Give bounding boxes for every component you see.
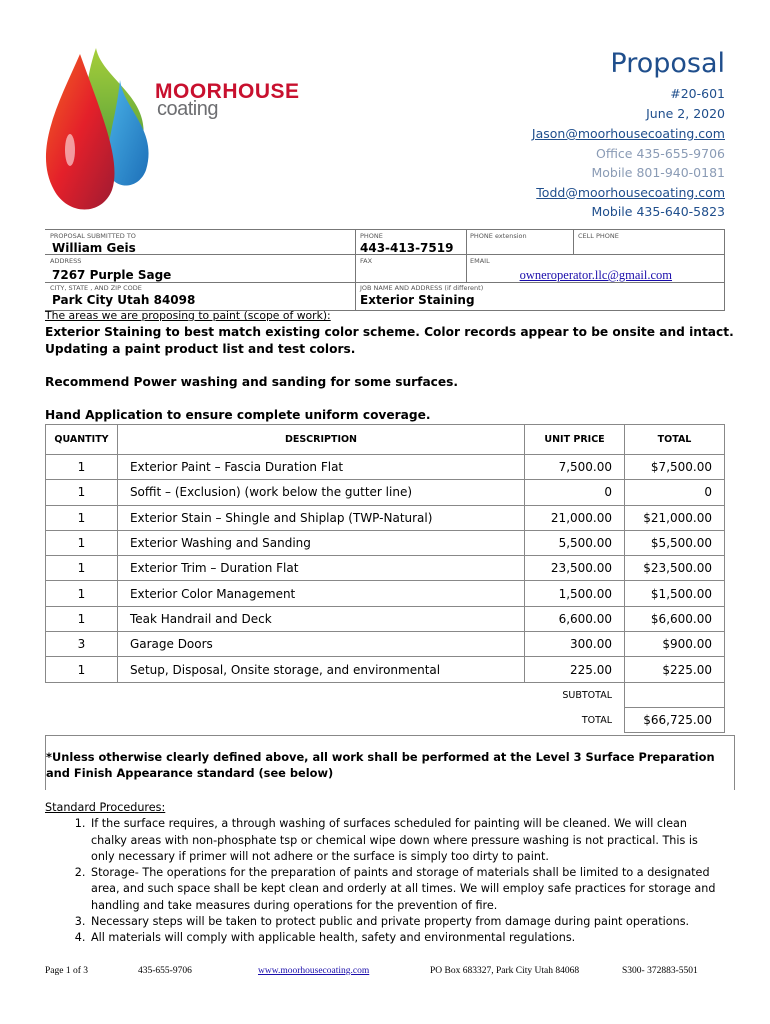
row-unit-price: 300.00 [525, 632, 625, 657]
row-total: $225.00 [625, 657, 725, 682]
row-unit-price: 7,500.00 [525, 455, 625, 480]
row-qty: 1 [46, 657, 118, 682]
footer-address: PO Box 683327, Park City Utah 84068 [430, 966, 580, 976]
logo-drops-icon [40, 40, 160, 220]
row-unit-price: 6,600.00 [525, 606, 625, 631]
row-total: $5,500.00 [625, 530, 725, 555]
subtotal-row [46, 682, 725, 707]
total-value: $66,725.00 [625, 707, 725, 732]
table-row [46, 556, 725, 581]
row-qty: 1 [46, 505, 118, 530]
job-name: Exterior Staining [360, 293, 475, 307]
client-name: William Geis [52, 241, 136, 255]
row-desc: Teak Handrail and Deck [117, 606, 524, 631]
brand-subtitle: coating [157, 98, 218, 120]
page-title: Proposal [610, 48, 725, 79]
list-item: 4. All materials will comply with applicable health, safety and environmental regulations. [89, 930, 725, 946]
list-item: 2. Storage- The operations for the preparation of paints and storage of materials shall be limited to a designated area, and such space shall be kept clean and orderly at all times. We will employ safe practices for storage and handling and take measures during operations for the prevention of fire. [89, 865, 725, 914]
row-unit-price: 5,500.00 [525, 530, 625, 555]
standard-procedures-title: Standard Procedures: [45, 801, 166, 814]
list-item: 3. Necessary steps will be taken to protect public and private property from damage during paint operations. [89, 914, 725, 930]
table-row [46, 455, 725, 480]
office-phone: Office 435-655-9706 [595, 145, 725, 161]
client-address: 7267 Purple Sage [52, 268, 172, 282]
row-total: $7,500.00 [625, 455, 725, 480]
row-qty: 1 [46, 581, 118, 606]
grid-line [355, 229, 356, 310]
footer-license: S300- 372883-5501 [622, 966, 698, 976]
row-desc: Setup, Disposal, Onsite storage, and environmental [117, 657, 524, 682]
row-desc: Exterior Paint – Fascia Duration Flat [117, 455, 524, 480]
job-label: JOB NAME AND ADDRESS (if different) [360, 284, 484, 292]
client-phone: 443-413-7519 [360, 241, 454, 255]
table-row [46, 480, 725, 505]
row-total: $900.00 [625, 632, 725, 657]
address-label: ADDRESS [50, 257, 82, 265]
scope-label: The areas we are proposing to paint (scope of work): [45, 309, 331, 322]
row-qty: 1 [46, 556, 118, 581]
table-row [46, 505, 725, 530]
phone-label: PHONE [360, 232, 383, 240]
mobile-phone-todd: Mobile 435-640-5823 [591, 204, 725, 219]
row-unit-price: 23,500.00 [525, 556, 625, 581]
company-logo [40, 40, 300, 220]
table-row [46, 606, 725, 631]
table-row [46, 657, 725, 682]
city-label: CITY, STATE , AND ZIP CODE [50, 284, 142, 292]
row-desc: Exterior Stain – Shingle and Shiplap (TWP-Natural) [117, 505, 524, 530]
grid-line [573, 229, 574, 254]
row-unit-price: 1,500.00 [525, 581, 625, 606]
proposal-number: #20-601 [670, 86, 725, 101]
mobile-phone-jason: Mobile 801-940-0181 [591, 165, 725, 180]
email-jason-link[interactable]: Jason@moorhousecoating.com [531, 126, 725, 141]
qty-header: QUANTITY [46, 425, 118, 455]
page-number: Page 1 of 3 [45, 966, 89, 976]
row-unit-price: 225.00 [525, 657, 625, 682]
row-qty: 1 [46, 606, 118, 631]
row-qty: 1 [46, 530, 118, 555]
scope-line-3: Recommend Power washing and sanding for some surfaces. [45, 375, 459, 389]
footer-website-link[interactable]: www.moorhousecoating.com [258, 966, 370, 976]
client-city: Park City Utah 84098 [52, 293, 196, 307]
client-email-link[interactable]: owneroperator.llc@gmail.com [519, 268, 672, 282]
total-header: TOTAL [625, 425, 725, 455]
list-item: 1. If the surface requires, a through washing of surfaces scheduled for painting will be cleaned. We will clean chalky areas with non-phosphate tsp or chemical wipe down where pressure washing is not practical. This is only necessary if primer will not adhere or the surface is simply too dirty to paint. [89, 816, 725, 865]
row-desc: Garage Doors [117, 632, 524, 657]
table-row [46, 632, 725, 657]
fax-label: FAX [360, 257, 373, 265]
procedures-list [89, 816, 725, 946]
table-row [46, 530, 725, 555]
submitted-to-label: PROPOSAL SUBMITTED TO [50, 232, 136, 240]
email-todd-link[interactable]: Todd@moorhousecoating.com [536, 184, 725, 200]
scope-line-2: Updating a paint product list and test colors. [45, 342, 356, 356]
standard-procedures [45, 800, 725, 947]
contact-block [532, 84, 725, 222]
total-label: TOTAL [525, 707, 625, 732]
scope-line-1: Exterior Staining to best match existing color scheme. Color records appear to be onsite and intact. [45, 325, 734, 339]
row-desc: Soffit – (Exclusion) (work below the gutter line) [117, 480, 524, 505]
standard-note: *Unless otherwise clearly defined above, all work shall be performed at the Level 3 Surface Preparation and Finish Appearance standard (see below) [45, 735, 735, 790]
table-row [46, 581, 725, 606]
total-row [46, 707, 725, 732]
row-total: $6,600.00 [625, 606, 725, 631]
grid-line [45, 229, 725, 230]
row-qty: 1 [46, 480, 118, 505]
desc-header: DESCRIPTION [117, 425, 524, 455]
email-label: EMAIL [470, 257, 490, 265]
row-total: 0 [625, 480, 725, 505]
subtotal-label: SUBTOTAL [525, 682, 625, 707]
cell-phone-label: CELL PHONE [578, 232, 619, 240]
row-unit-price: 0 [525, 480, 625, 505]
row-total: $1,500.00 [625, 581, 725, 606]
row-qty: 3 [46, 632, 118, 657]
row-desc: Exterior Trim – Duration Flat [117, 556, 524, 581]
row-desc: Exterior Color Management [117, 581, 524, 606]
grid-line [466, 229, 467, 282]
footer-phone: 435-655-9706 [138, 966, 192, 976]
proposal-date: June 2, 2020 [646, 105, 725, 121]
row-total: $23,500.00 [625, 556, 725, 581]
unit-price-header: UNIT PRICE [525, 425, 625, 455]
row-desc: Exterior Washing and Sanding [117, 530, 524, 555]
table-header-row [46, 425, 725, 455]
row-unit-price: 21,000.00 [525, 505, 625, 530]
brand-name: MOORHOUSE [155, 80, 300, 103]
line-items-table [45, 424, 725, 733]
phone-ext-label: PHONE extension [470, 232, 527, 240]
subtotal-value [625, 682, 725, 707]
row-total: $21,000.00 [625, 505, 725, 530]
scope-line-4: Hand Application to ensure complete uniform coverage. [45, 408, 431, 422]
grid-line [724, 229, 725, 310]
row-qty: 1 [46, 455, 118, 480]
